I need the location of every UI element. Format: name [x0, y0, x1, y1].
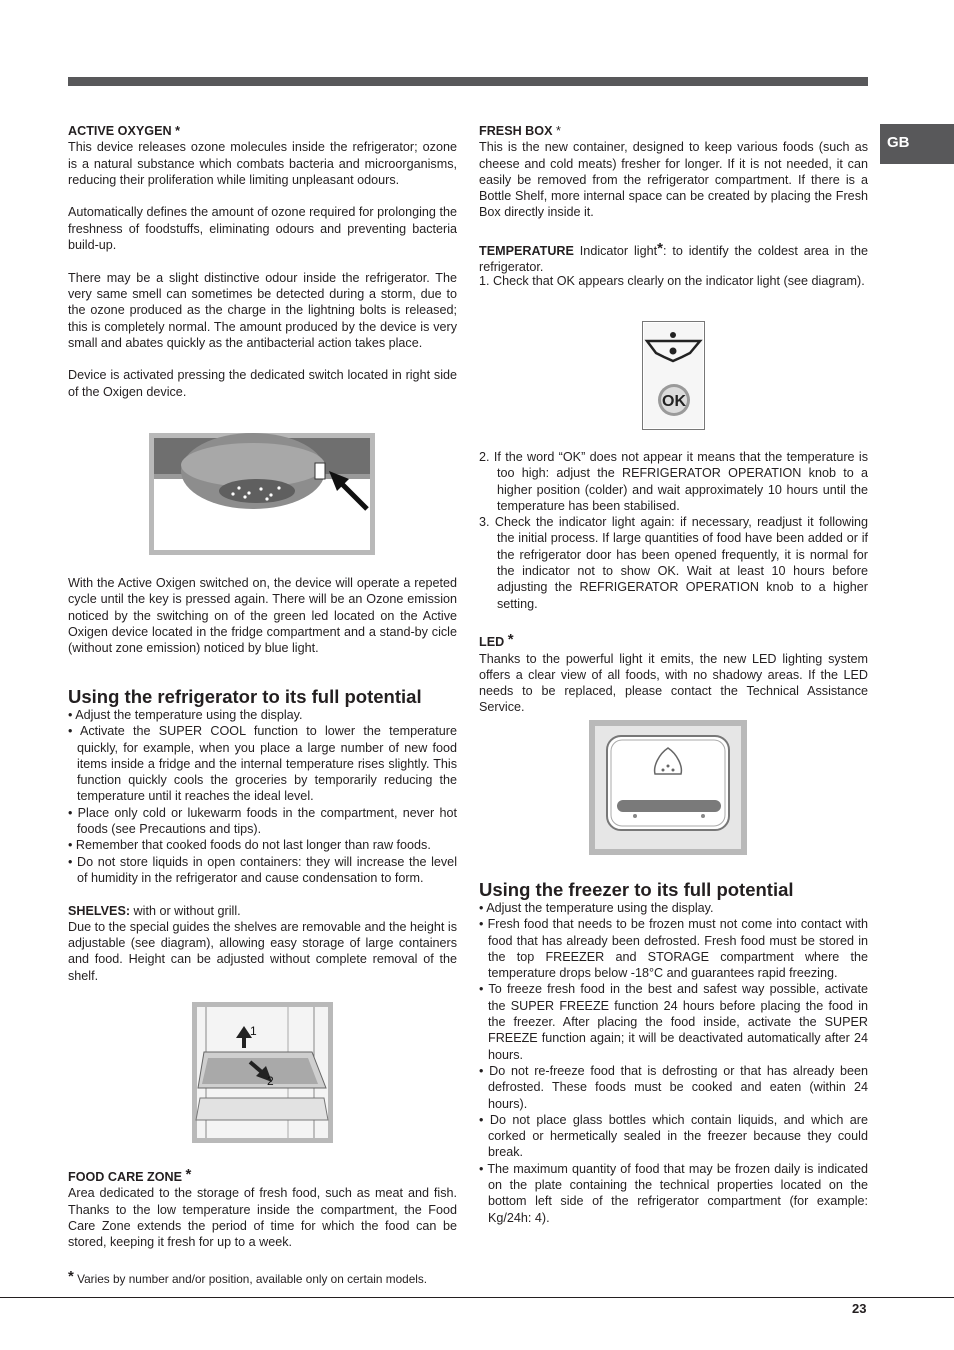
fridge-bullet: • Place only cold or lukewarm foods in the compartment, never hot foods (see Precautions and tips). — [68, 805, 457, 837]
active-oxygen-p3: There may be a slight distinctive odour inside the refrigerator. The very same smell can sometimes be detected during a storm, due to the ozone produced as the charge in the lightning bolts is released; this is completely normal. The amount produced by the device is very small and abates quickly as the antibacterial action takes place. — [68, 270, 457, 350]
footnote — [68, 1267, 427, 1289]
active-oxygen-p1: This device releases ozone molecules inside the refrigerator; ozone is a natural substance which combats bacteria and microorganisms, reducing their proliferation while limiting unpleasant odours. — [68, 140, 457, 187]
fridge-bullet: • Activate the SUPER COOL function to lower the temperature quickly, for example, when you place a large number of new food items inside a fridge and the internal temperature rises slightly. This function quickly cools the groceries by temporarily reducing the temperature until it reaches the ideal level. — [68, 724, 457, 804]
freezer-section-title: Using the freezer to its full potential — [479, 879, 794, 900]
freezer-bullet: • The maximum quantity of food that may be frozen daily is indicated on the plate containing the technical properties located on the bottom left side of the refrigerator compartment (for example: Kg/24h: 4). — [479, 1161, 868, 1225]
freezer-bullet: • Do not place glass bottles which contain liquids, and which are corked or hermetically sealed in the freezer because they could break. — [479, 1112, 868, 1160]
temperature-label-rest: Indicator light — [573, 244, 658, 259]
left-column — [68, 123, 457, 400]
shelf-figure-label-2: 2 — [267, 1074, 274, 1088]
left-column-2 — [68, 575, 457, 656]
led-figure — [589, 720, 747, 855]
fridge-section-title: Using the refrigerator to its full potential — [68, 686, 422, 707]
temperature-step: 2. If the word “OK” does not appear it means that the temperature is too high: adjust the REFRIGERATOR OPERATION knob to a higher position (colder) and wait approximately 10 hours until the temperature has been stabilised. — [479, 450, 868, 513]
bottom-rule — [0, 1297, 954, 1298]
shelves-label: SHELVES: — [68, 903, 131, 918]
page-number: 23 — [852, 1301, 867, 1316]
freezer-section — [479, 879, 868, 1226]
fresh-box-heading: FRESH BOX — [479, 124, 553, 138]
language-tab: GB — [880, 124, 954, 164]
food-care-section — [68, 1167, 457, 1250]
fridge-bullet: • Adjust the temperature using the display. — [68, 708, 303, 722]
food-care-text: Area dedicated to the storage of fresh food, such as meat and fish. Thanks to the low temperature inside the compartment, the Food Care Zone extends the period of time for which the food can be stored, keeping it fresh for up to a week. — [68, 1186, 457, 1250]
fridge-bullet: • Do not store liquids in open containers: they will increase the level of humidity in the refrigerator and cause condensation to form. — [68, 854, 457, 885]
oxygen-device-figure — [149, 433, 375, 555]
temperature-asterisk: * — [657, 240, 663, 258]
fresh-box-asterisk: * — [552, 124, 561, 138]
footnote-asterisk: * — [68, 1268, 74, 1285]
shelves-label-rest: with or without grill. — [130, 903, 241, 918]
right-column-2 — [479, 449, 868, 716]
shelf-figure — [192, 1002, 333, 1143]
ok-indicator-label: OK — [662, 393, 686, 410]
led-heading: LED — [479, 635, 505, 650]
fridge-section — [68, 686, 457, 984]
temperature-step: 3. Check the indicator light again: if necessary, readjust it following the initial process. If large quantities of food have been added or if the refrigerator door has been opened frequently, it is normal for the indicator not to show OK. Wait at least 10 hours before adjusting the REFRIGERATOR OPERATION knob to a higher setting. — [479, 515, 868, 611]
fresh-box-text: This is the new container, designed to keep various foods (such as cheese and cold meats) fresher for longer. If it is not needed, it can easily be removed from the refrigerator compartment. If there is a Bottle Shelf, more internal space can be created by placing the Fresh Box directly inside it. — [479, 140, 868, 220]
active-oxygen-p5: With the Active Oxigen switched on, the device will operate a repeted cycle until the key is pressed again. There will be an Ozone emission noticed by the switching on of the green led located on the Active Oxigen device located in the fridge compartment and a stand-by cicle (without zone emission) noticed by blue light. — [68, 576, 457, 656]
active-oxygen-heading: ACTIVE OXYGEN * — [68, 124, 180, 138]
led-text: Thanks to the powerful light it emits, the new LED lighting system offers a clear view of all foods, with no shadowy areas. If the LED needs to be replaced, please contact the Technical Assistance Service. — [479, 651, 868, 715]
temperature-indicator-figure — [642, 321, 705, 430]
temperature-text: : to identify the coldest area in the refrigerator. — [479, 244, 868, 275]
freezer-bullet: • To freeze fresh food in the best and safest way possible, activate the SUPER FREEZE function 24 hours before placing the food in the freezer. After placing the food inside, activate the SUPER FREEZE function again; it will be deactivated automatically after 24 hours. — [479, 982, 868, 1062]
temperature-step: 1. Check that OK appears clearly on the indicator light (see diagram). — [479, 273, 865, 288]
fridge-bullet: • Remember that cooked foods do not last longer than raw foods. — [68, 838, 431, 853]
temperature-heading: TEMPERATURE — [479, 244, 574, 259]
top-rule — [68, 77, 868, 86]
active-oxygen-p2: Automatically defines the amount of ozone required for prolonging the freshness of foodstuffs, eliminating odours and preventing bacteria build-up. — [68, 205, 457, 253]
shelf-figure-label-1: 1 — [250, 1024, 257, 1038]
freezer-bullet: • Adjust the temperature using the display. — [479, 901, 714, 915]
shelves-text: Due to the special guides the shelves are removable and the height is adjustable (see diagram), allowing easy storage of large containers and food. Height can be adjusted without complete removal of the shelf. — [68, 919, 457, 983]
active-oxygen-p4: Device is activated pressing the dedicated switch located in right side of the Oxigen device. — [68, 368, 457, 399]
freezer-bullet: • Do not re-freeze food that is defrosting or that has already been defrosted. These foods must be cooked and eaten (within 24 hours). — [479, 1063, 868, 1111]
footnote-text: Varies by number and/or position, available only on certain models. — [77, 1272, 428, 1286]
right-column — [479, 123, 868, 289]
freezer-bullet: • Fresh food that needs to be frozen must not come into contact with food that has already been defrosted. Fresh food must be stored in the top FREEZER and STORAGE compartment where the temperature drops below -18°C and guarantees rapid freezing. — [479, 917, 868, 981]
led-asterisk: * — [507, 631, 514, 649]
food-care-asterisk: * — [185, 1166, 192, 1183]
food-care-heading: FOOD CARE ZONE — [68, 1170, 183, 1184]
